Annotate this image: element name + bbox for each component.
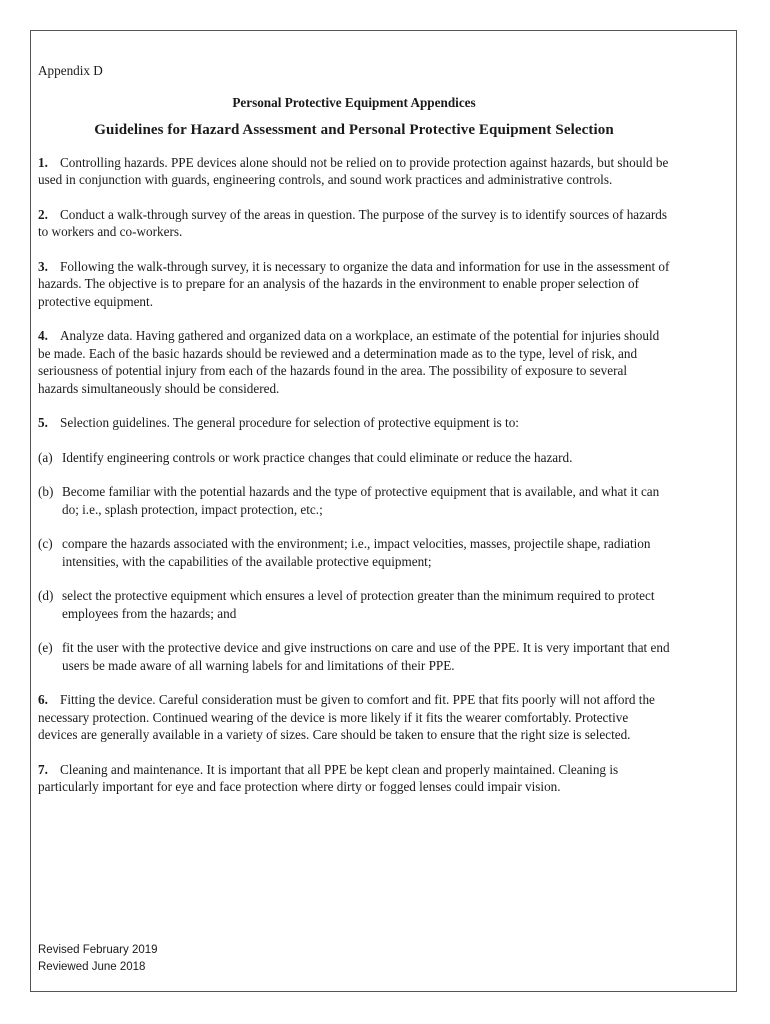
- item-number: 6.: [38, 692, 48, 707]
- subitem-d: [38, 587, 670, 622]
- subitem-letter: (d): [38, 588, 54, 603]
- subitem-b: [38, 483, 670, 518]
- appendix-label: Appendix D: [38, 63, 103, 78]
- subitem-letter: (e): [38, 640, 53, 655]
- subitem-letter: (c): [38, 536, 53, 551]
- subitem-c: [38, 535, 670, 570]
- subitem-letter: (b): [38, 484, 54, 499]
- item-1: [38, 154, 670, 189]
- subitem-text: fit the user with the protective device and give instructions on care and use of the PPE. It is very important that end users be made aware of all warning labels for and limitations of their PPE.: [62, 640, 670, 673]
- subitem-text: Identify engineering controls or work practice changes that could eliminate or reduce the hazard.: [62, 449, 573, 465]
- subitem-text: compare the hazards associated with the environment; i.e., impact velocities, masses, projectile shape, radiation intensities, with the capabilities of the available protective equipment;: [62, 536, 651, 569]
- item-text: Cleaning and maintenance. It is important that all PPE be kept clean and properly maintained. Cleaning is particularly important for eye and face protection where dirty or fogged lenses could impair vision.: [38, 761, 619, 794]
- item-text: Conduct a walk-through survey of the areas in question. The purpose of the survey is to identify sources of hazards to workers and co-workers.: [38, 206, 667, 239]
- item-3: [38, 258, 670, 311]
- reviewed-date: Reviewed June 2018: [38, 961, 146, 973]
- item-number: 1.: [38, 154, 48, 170]
- item-5: [38, 414, 670, 432]
- item-text: Following the walk-through survey, it is necessary to organize the data and information for use in the assessment of hazards. The objective is to prepare for an analysis of the hazards in the environment to enable proper selection of protective equipment.: [38, 258, 670, 309]
- main-title: Guidelines for Hazard Assessment and Personal Protective Equipment Selection: [94, 122, 614, 138]
- section-title: Personal Protective Equipment Appendices: [232, 94, 476, 110]
- item-2: [38, 206, 670, 241]
- item-text: Controlling hazards. PPE devices alone should not be relied on to provide protection against hazards, but should be used in conjunction with guards, engineering controls, and sound work practices and administrative controls.: [38, 154, 669, 187]
- item-4: [38, 327, 670, 397]
- footer: [38, 942, 158, 976]
- item-text: Fitting the device. Careful consideration must be given to comfort and fit. PPE that fits poorly will not afford the necessary protection. Continued wearing of the device is more likely if it fits the wearer comfortably. Protective devices are generally available in a variety of sizes. Care should be taken to ensure that the right size is selected.: [38, 692, 655, 742]
- item-7: [38, 761, 670, 796]
- subitem-letter: (a): [38, 449, 53, 465]
- item-text: Selection guidelines. The general procedure for selection of protective equipment is to:: [60, 415, 519, 430]
- item-number: 4.: [38, 328, 48, 343]
- subitem-text: select the protective equipment which ensures a level of protection greater than the minimum required to protect employees from the hazards; and: [62, 588, 655, 621]
- item-number: 5.: [38, 415, 48, 430]
- subitem-e: [38, 639, 670, 674]
- item-number: 3.: [38, 258, 48, 274]
- item-6: [38, 691, 670, 744]
- item-number: 2.: [38, 206, 48, 222]
- subitem-a: [38, 449, 670, 467]
- subitem-text: Become familiar with the potential hazards and the type of protective equipment that is available, and what it can do; i.e., splash protection, impact protection, etc.;: [62, 484, 660, 517]
- item-text: Analyze data. Having gathered and organized data on a workplace, an estimate of the potential for injuries should be made. Each of the basic hazards should be reviewed and a determination made as to the type, level of risk, and seriousness of potential injury from each of the hazards found in the area. The possibility of exposure to several hazards simultaneously should be considered.: [38, 328, 660, 396]
- item-number: 7.: [38, 761, 48, 777]
- revised-date: Revised February 2019: [38, 944, 158, 956]
- document-body: [38, 62, 670, 813]
